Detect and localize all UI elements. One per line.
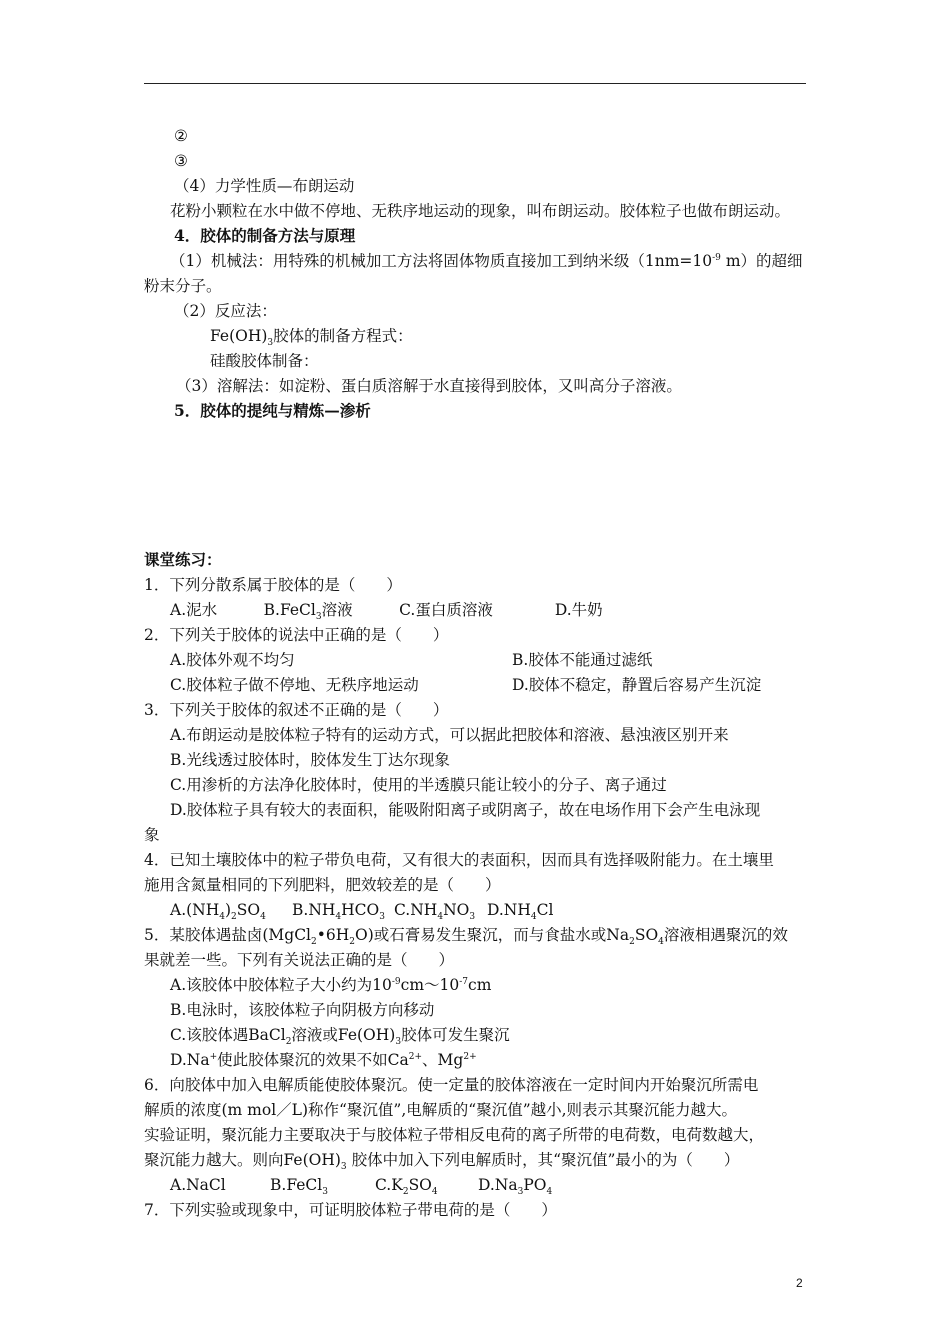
question-1: 1．下列分散系属于胶体的是（ ） xyxy=(144,576,402,594)
question-6-line-1: 6．向胶体中加入电解质能使胶体聚沉。使一定量的胶体溶液在一定时间内开始聚沉所需电 xyxy=(144,1076,759,1094)
question-5-option-c: C.该胶体遇BaCl$_2$溶液或$Fe(OH)_3$胶体可发生聚沉 xyxy=(170,1026,510,1048)
dissolution-method: （3）溶解法：如淀粉、蛋白质溶解于水直接得到胶体，又叫高分子溶液。 xyxy=(176,377,682,395)
question-4-option-a: $A.(NH_4)_2SO_4$ xyxy=(170,901,266,923)
question-6-option-a: A.NaCl xyxy=(170,1176,226,1194)
question-3-option-d: D.胶体粒子具有较大的表面积，能吸附阳离子或阴离子，故在电场作用下会产生电泳现 xyxy=(170,801,761,819)
question-7: 7．下列实验或现象中，可证明胶体粒子带电荷的是（ ） xyxy=(144,1201,557,1219)
question-5-option-b: B.电泳时，该胶体粒子向阴极方向移动 xyxy=(170,1001,435,1019)
question-4-option-b: $B.NH_4HCO_3$ xyxy=(292,901,385,923)
item-circle-3: ③ xyxy=(174,152,188,170)
question-6-option-b: B.FeCl$_3$ xyxy=(270,1176,328,1198)
feoh3-preparation: $Fe(OH)_3$胶体的制备方程式： xyxy=(210,327,413,349)
exercise-heading: 课堂练习： xyxy=(144,550,222,569)
question-5: 5．某胶体遇盐卤$(MgCl_2•6H_2O)$或石膏易发生聚沉，而与食盐水或$Na_2SO_4$溶液相遇聚沉的效 xyxy=(144,926,788,948)
mechanical-property-heading: （4）力学性质—布朗运动 xyxy=(174,177,355,195)
question-6-option-d: $D.Na_3PO_4$ xyxy=(478,1176,553,1198)
brownian-text: 花粉小颗粒在水中做不停地、无秩序地运动的现象，叫布朗运动。胶体粒子也做布朗运动。 xyxy=(170,202,791,220)
question-2-option-d: D.胶体不稳定，静置后容易产生沉淀 xyxy=(512,676,762,694)
question-4: 4．已知土壤胶体中的粒子带负电荷，又有很大的表面积，因而具有选择吸附能力。在土壤里 xyxy=(144,851,774,869)
silicic-preparation: 硅酸胶体制备： xyxy=(210,352,319,370)
question-5-option-d: D.Na+使此胶体聚沉的效果不如$Ca^{2+}$、$Mg^{2+}$ xyxy=(170,1051,477,1069)
question-6-line-4: 聚沉能力越大。则向$Fe(OH)_3$ 胶体中加入下列电解质时，其“聚沉值”最小的为（ ） xyxy=(144,1151,740,1173)
question-3-option-d-cont: 象 xyxy=(144,826,160,844)
question-5-option-a: A.该胶体中胶体粒子大小约为$10^{-9}cm\sim 10^{-7}cm$ xyxy=(170,976,492,994)
question-3: 3．下列关于胶体的叙述不正确的是（ ） xyxy=(144,701,449,719)
item-circle-2: ② xyxy=(174,127,188,145)
question-4-cont: 施用含氮量相同的下列肥料，肥效较差的是（ ） xyxy=(144,876,501,894)
question-3-option-b: B.光线透过胶体时，胶体发生丁达尔现象 xyxy=(170,751,450,769)
question-4-option-c: $C.NH_4NO_3$ xyxy=(394,901,476,923)
question-6-line-3: 实验证明，聚沉能力主要取决于与胶体粒子带相反电荷的离子所带的电荷数，电荷数越大， xyxy=(144,1126,765,1144)
header-rule xyxy=(144,83,806,84)
question-1-options: A.泥水 B.FeCl$_3$溶液 C.蛋白质溶液 D.牛奶 xyxy=(170,601,603,623)
reaction-method: （2）反应法： xyxy=(174,302,277,320)
page-number: 2 xyxy=(796,1276,803,1290)
question-6-line-2: 解质的浓度(m mol／L)称作“聚沉值”,电解质的“聚沉值”越小,则表示其聚沉能力越大。 xyxy=(144,1101,738,1119)
question-2: 2．下列关于胶体的说法中正确的是（ ） xyxy=(144,626,449,644)
question-2-option-a: A.胶体外观不均匀 xyxy=(170,651,295,669)
question-2-option-c: C.胶体粒子做不停地、无秩序地运动 xyxy=(170,676,419,694)
question-5-cont: 果就差一些。下列有关说法正确的是（ ） xyxy=(144,951,455,969)
question-3-option-a: A.布朗运动是胶体粒子特有的运动方式，可以据此把胶体和溶液、悬浊液区别开来 xyxy=(170,726,729,744)
question-2-option-b: B.胶体不能通过滤纸 xyxy=(512,651,653,669)
question-4-option-d: $D.NH_4Cl$ xyxy=(487,901,554,923)
purification-heading: 5．胶体的提纯与精炼—渗析 xyxy=(174,401,371,420)
mechanical-method-cont: 粉末分子。 xyxy=(144,277,222,295)
preparation-heading: 4．胶体的制备方法与原理 xyxy=(174,226,356,245)
mechanical-method: （1）机械法：用特殊的机械加工方法将固体物质直接加工到纳米级（$1nm=10^{-9}$ m）的超细 xyxy=(170,252,803,270)
question-3-option-c: C.用渗析的方法净化胶体时，使用的半透膜只能让较小的分子、离子通过 xyxy=(170,776,667,794)
question-6-option-c: $C.K_2SO_4$ xyxy=(375,1176,438,1198)
